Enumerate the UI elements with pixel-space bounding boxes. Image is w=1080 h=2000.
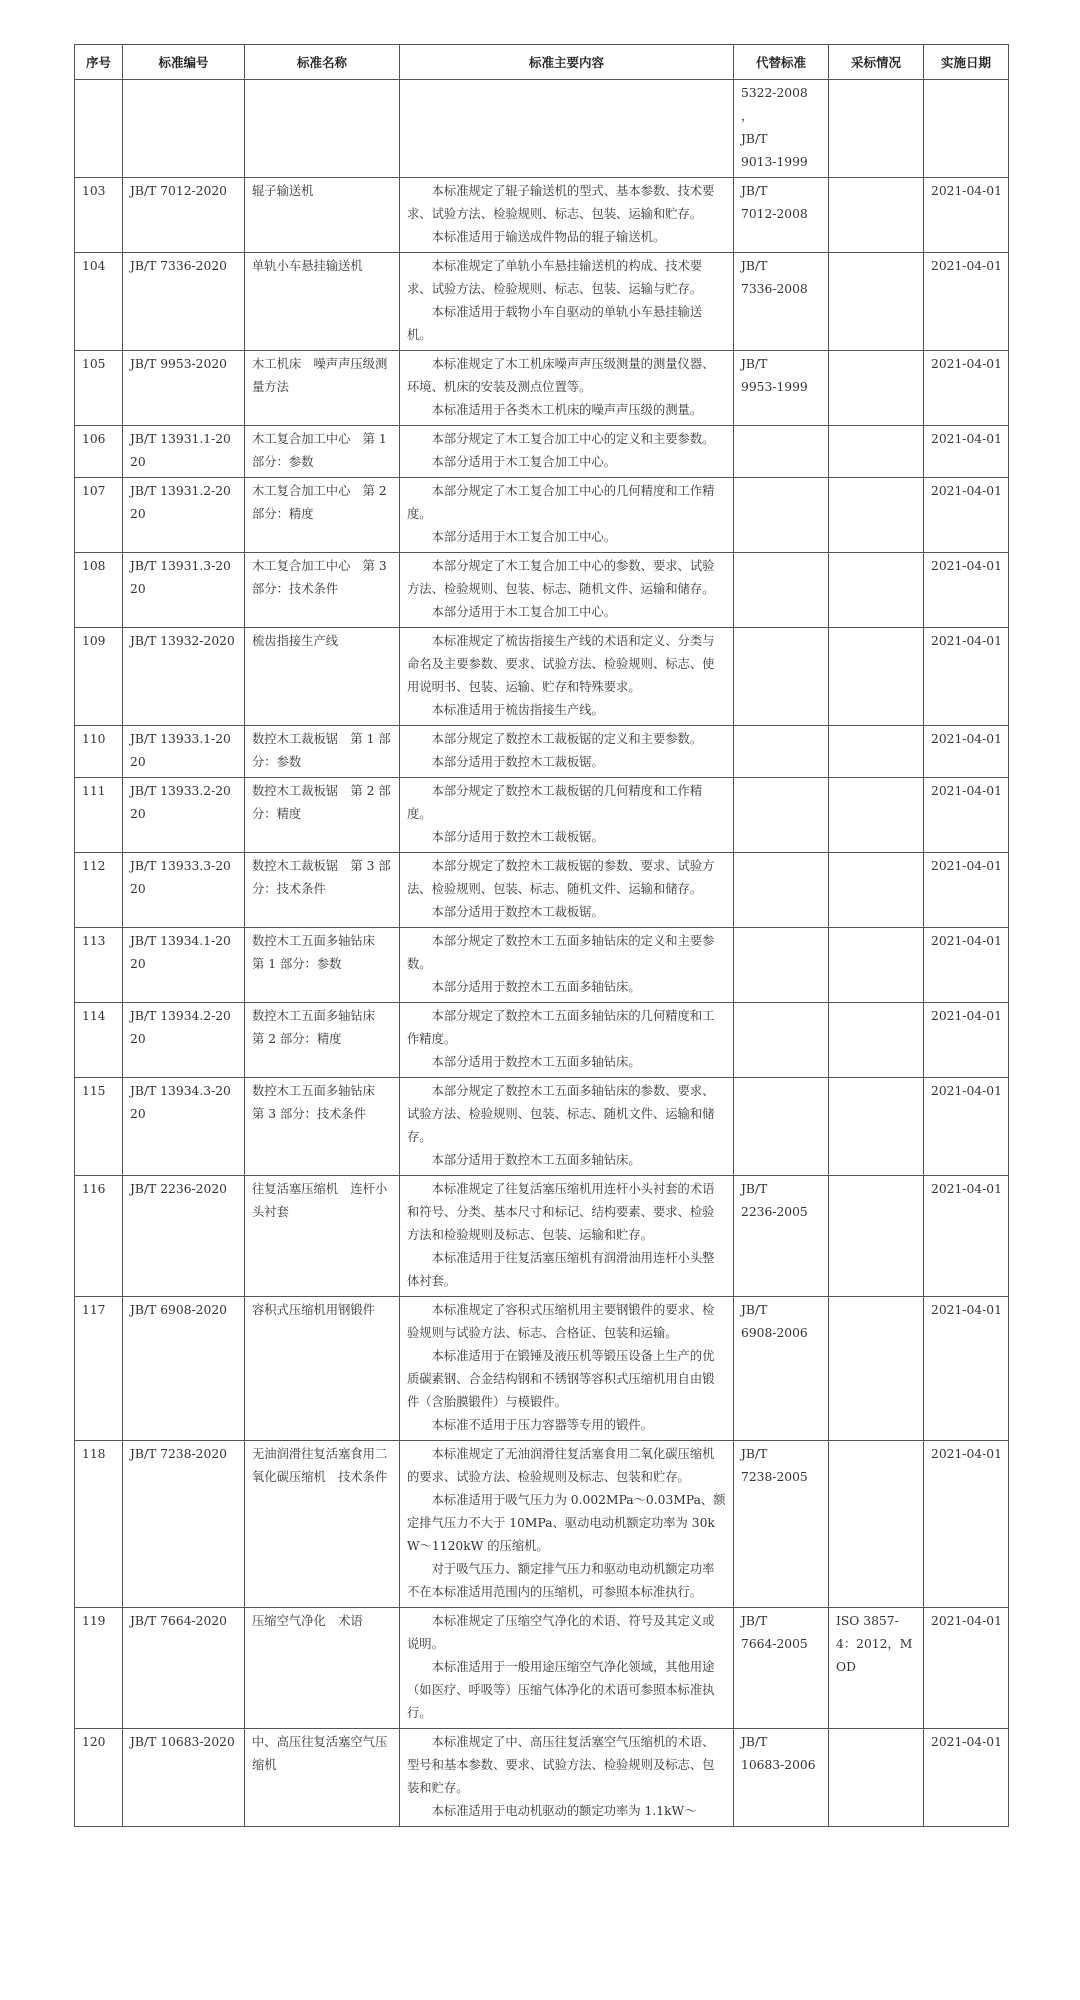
table-row [75,853,1009,928]
table-row [75,1078,1009,1176]
content-paragraph: 本部分规定了数控木工裁板锯的参数、要求、试验方法、检验规则、包装、标志、随机文件、运输和储存。 [407,859,715,896]
content-paragraph: 对于吸气压力、额定排气压力和驱动电动机额定功率不在本标准适用范围内的压缩机，可参照本标准执行。 [407,1562,715,1599]
row-name-cell [245,1729,400,1827]
row-name-cell [245,1003,400,1078]
row-seq-cell: 107 [75,478,123,553]
row-content-cell [400,1729,734,1827]
row-replace-cell [734,1078,829,1176]
content-paragraph: 本部分规定了木工复合加工中心的几何精度和工作精度。 [407,484,715,521]
row-code-cell: JB/T 13931.1-2020 [123,426,245,478]
content-paragraph: 本标准适用于梳齿指接生产线。 [431,703,604,717]
standard-name-text: 木工复合加工中心 第 3 部分：技术条件 [252,559,387,596]
row-content-cell [400,726,734,778]
content-paragraph: 本部分规定了数控木工五面多轴钻床的几何精度和工作精度。 [407,1009,715,1046]
table-row [75,80,1009,178]
replace-line: 7664-2005 [741,1637,808,1651]
content-paragraph: 本标准规定了往复活塞压缩机用连杆小头衬套的术语和符号、分类、基本尺寸和标记、结构要素、要求、检验方法和检验规则及标志、包装、运输和贮存。 [407,1182,715,1242]
standard-name-text: 数控木工裁板锯 第 1 部分：参数 [252,732,391,769]
row-code-cell: JB/T 9953-2020 [123,351,245,426]
table-body [75,80,1009,1827]
replace-line: JB/T [741,1447,768,1461]
standards-table [74,44,1009,1827]
row-date-cell: 2021-04-01 [924,1729,1009,1827]
content-paragraph: 本部分适用于数控木工五面多轴钻床。 [431,980,641,994]
row-adopt-cell [829,1297,924,1441]
row-date-cell [924,80,1009,178]
content-paragraph: 本标准规定了压缩空气净化的术语、符号及其定义或说明。 [407,1614,715,1651]
row-date-cell: 2021-04-01 [924,253,1009,351]
content-paragraph: 本标准适用于在锻锤及液压机等锻压设备上生产的优质碳素钢、合金结构钢和不锈钢等容积式压缩机用自由锻件（含胎膜锻件）与模锻件。 [407,1349,715,1409]
row-code-cell: JB/T 10683-2020 [123,1729,245,1827]
row-code-cell: JB/T 13933.1-2020 [123,726,245,778]
content-paragraph: 本标准规定了单轨小车悬挂输送机的构成、技术要求、试验方法、检验规则、标志、包装、运输与贮存。 [407,259,703,296]
row-name-cell [245,1608,400,1729]
replace-line: JB/T [741,1303,768,1317]
row-replace-cell [734,1608,829,1729]
standard-name-text: 中、高压往复活塞空气压缩机 [252,1735,388,1772]
replace-line: JB/T [741,1614,768,1628]
row-replace-cell [734,351,829,426]
row-code-cell: JB/T 13934.1-2020 [123,928,245,1003]
row-code-cell: JB/T 13931.2-2020 [123,478,245,553]
row-name-cell [245,426,400,478]
row-seq-cell: 112 [75,853,123,928]
content-paragraph: 本部分规定了木工复合加工中心的参数、要求、试验方法、检验规则、包装、标志、随机文件、运输和储存。 [407,559,715,596]
row-replace-cell [734,778,829,853]
row-code-cell: JB/T 7336-2020 [123,253,245,351]
row-adopt-cell [829,1176,924,1297]
content-paragraph: 本部分适用于木工复合加工中心。 [431,455,617,469]
row-adopt-cell: ISO 3857-4：2012，MOD [829,1608,924,1729]
row-date-cell: 2021-04-01 [924,928,1009,1003]
row-adopt-cell [829,80,924,178]
row-seq-cell: 119 [75,1608,123,1729]
standard-name-text: 木工复合加工中心 第 1 部分：参数 [252,432,387,469]
row-content-cell [400,1297,734,1441]
row-replace-cell [734,928,829,1003]
content-paragraph: 本部分适用于木工复合加工中心。 [431,530,617,544]
row-code-cell: JB/T 7664-2020 [123,1608,245,1729]
row-replace-cell [734,853,829,928]
row-date-cell: 2021-04-01 [924,1608,1009,1729]
row-seq-cell: 105 [75,351,123,426]
row-code-cell: JB/T 13934.3-2020 [123,1078,245,1176]
row-date-cell: 2021-04-01 [924,426,1009,478]
row-replace-cell [734,1003,829,1078]
replace-line: JB/T [741,1182,768,1196]
content-paragraph: 本部分适用于数控木工裁板锯。 [431,830,604,844]
row-adopt-cell [829,478,924,553]
standard-name-text: 压缩空气净化 术语 [252,1614,363,1628]
row-date-cell: 2021-04-01 [924,1078,1009,1176]
standard-name-text: 单轨小车悬挂输送机 [252,259,363,273]
row-content-cell [400,253,734,351]
row-content-cell [400,178,734,253]
content-paragraph: 本标准适用于载物小车自驱动的单轨小车悬挂输送机。 [407,305,703,342]
standard-name-text: 数控木工五面多轴钻床 第 3 部分：技术条件 [252,1084,388,1121]
row-content-cell [400,1003,734,1078]
row-name-cell [245,778,400,853]
row-date-cell: 2021-04-01 [924,478,1009,553]
row-content-cell [400,553,734,628]
table-row [75,478,1009,553]
header-replace: 代替标准 [734,45,829,80]
row-seq-cell: 110 [75,726,123,778]
row-seq-cell: 115 [75,1078,123,1176]
row-code-cell: JB/T 13933.2-2020 [123,778,245,853]
row-code-cell: JB/T 13933.3-2020 [123,853,245,928]
row-content-cell [400,351,734,426]
table-row [75,553,1009,628]
row-seq-cell: 118 [75,1441,123,1608]
row-name-cell [245,1176,400,1297]
standard-name-text: 数控木工裁板锯 第 2 部分：精度 [252,784,391,821]
replace-line: JB/T [741,259,768,273]
row-adopt-cell [829,1078,924,1176]
row-content-cell [400,778,734,853]
row-seq-cell: 114 [75,1003,123,1078]
row-seq-cell: 117 [75,1297,123,1441]
row-content-cell [400,1078,734,1176]
row-date-cell: 2021-04-01 [924,553,1009,628]
replace-line: 6908-2006 [741,1326,808,1340]
table-row [75,1003,1009,1078]
row-code-cell: JB/T 2236-2020 [123,1176,245,1297]
replace-line: JB/T [741,357,768,371]
row-replace-cell [734,178,829,253]
row-date-cell: 2021-04-01 [924,178,1009,253]
replace-line: 2236-2005 [741,1205,808,1219]
row-replace-cell [734,426,829,478]
header-adopt: 采标情况 [829,45,924,80]
content-paragraph: 本标准不适用于压力容器等专用的锻件。 [431,1418,653,1432]
row-content-cell [400,478,734,553]
row-content-cell [400,80,734,178]
row-name-cell [245,1297,400,1441]
row-seq-cell: 120 [75,1729,123,1827]
row-name-cell [245,478,400,553]
table-row [75,628,1009,726]
row-code-cell: JB/T 7012-2020 [123,178,245,253]
header-seq: 序号 [75,45,123,80]
row-date-cell: 2021-04-01 [924,726,1009,778]
standard-name-text: 梳齿指接生产线 [252,634,339,648]
content-paragraph: 本部分适用于数控木工五面多轴钻床。 [431,1153,641,1167]
replace-line: JB/T [741,184,768,198]
table-row [75,1441,1009,1608]
table-row [75,178,1009,253]
row-content-cell [400,928,734,1003]
row-replace-cell [734,553,829,628]
row-replace-cell [734,253,829,351]
row-replace-cell [734,1176,829,1297]
row-adopt-cell [829,253,924,351]
table-row [75,778,1009,853]
row-adopt-cell [829,178,924,253]
row-adopt-cell [829,853,924,928]
table-row [75,351,1009,426]
standard-name-text: 往复活塞压缩机 连杆小头衬套 [252,1182,388,1219]
content-paragraph: 本标准规定了无油润滑往复活塞食用二氧化碳压缩机的要求、试验方法、检验规则及标志、包装和贮存。 [407,1447,715,1484]
row-seq-cell: 104 [75,253,123,351]
row-date-cell: 2021-04-01 [924,1003,1009,1078]
row-adopt-cell [829,1729,924,1827]
replace-line: 7012-2008 [741,207,808,221]
table-row [75,253,1009,351]
standard-name-text: 数控木工五面多轴钻床 第 2 部分：精度 [252,1009,388,1046]
standard-name-text: 容积式压缩机用钢锻件 [252,1303,375,1317]
row-date-cell: 2021-04-01 [924,1297,1009,1441]
row-replace-cell [734,628,829,726]
table-row [75,426,1009,478]
row-name-cell [245,553,400,628]
row-adopt-cell [829,351,924,426]
row-code-cell: JB/T 13932-2020 [123,628,245,726]
content-paragraph: 本标准适用于一般用途压缩空气净化领域，其他用途（如医疗、呼吸等）压缩气体净化的术语可参照本标准执行。 [407,1660,715,1720]
row-content-cell [400,628,734,726]
row-date-cell: 2021-04-01 [924,1176,1009,1297]
row-adopt-cell [829,778,924,853]
table-row [75,726,1009,778]
row-date-cell: 2021-04-01 [924,1441,1009,1608]
row-adopt-cell [829,1003,924,1078]
content-paragraph: 本部分适用于数控木工五面多轴钻床。 [431,1055,641,1069]
table-row [75,1297,1009,1441]
row-replace-cell [734,1297,829,1441]
table-header-row [75,45,1009,80]
standard-name-text: 木工复合加工中心 第 2 部分：精度 [252,484,387,521]
row-seq-cell: 106 [75,426,123,478]
row-code-cell: JB/T 6908-2020 [123,1297,245,1441]
row-replace-cell [734,726,829,778]
row-replace-cell [734,1729,829,1827]
row-adopt-cell [829,553,924,628]
content-paragraph: 本标准规定了木工机床噪声声压级测量的测量仪器、环境、机床的安装及测点位置等。 [407,357,715,394]
row-name-cell [245,928,400,1003]
replace-line: 7238-2005 [741,1470,808,1484]
row-adopt-cell [829,1441,924,1608]
content-paragraph: 本部分规定了数控木工裁板锯的定义和主要参数。 [431,732,703,746]
standard-name-text: 数控木工五面多轴钻床 第 1 部分：参数 [252,934,388,971]
standard-name-text: 木工机床 噪声声压级测量方法 [252,357,388,394]
row-name-cell [245,178,400,253]
standard-name-text: 辊子输送机 [252,184,314,198]
header-date: 实施日期 [924,45,1009,80]
table-row [75,1608,1009,1729]
content-paragraph: 本部分规定了数控木工五面多轴钻床的定义和主要参数。 [407,934,715,971]
content-paragraph: 本部分规定了数控木工五面多轴钻床的参数、要求、试验方法、检验规则、包装、标志、随机文件、运输和储存。 [407,1084,715,1144]
replace-line: JB/T [741,132,768,146]
row-replace-cell [734,1441,829,1608]
content-paragraph: 本标准规定了辊子输送机的型式、基本参数、技术要求、试验方法、检验规则、标志、包装、运输和贮存。 [407,184,715,221]
standard-name-text: 无油润滑往复活塞食用二氧化碳压缩机 技术条件 [252,1447,388,1484]
row-content-cell [400,1608,734,1729]
replace-line: JB/T [741,1735,768,1749]
row-name-cell [245,80,400,178]
row-code-cell: JB/T 13931.3-2020 [123,553,245,628]
row-date-cell: 2021-04-01 [924,351,1009,426]
row-replace-cell [734,478,829,553]
row-name-cell [245,853,400,928]
row-seq-cell: 113 [75,928,123,1003]
row-name-cell [245,1078,400,1176]
row-seq-cell: 111 [75,778,123,853]
row-content-cell [400,1176,734,1297]
table-row [75,1729,1009,1827]
content-paragraph: 本部分规定了木工复合加工中心的定义和主要参数。 [431,432,715,446]
content-paragraph: 本标准适用于电动机驱动的额定功率为 1.1kW～ [431,1804,697,1818]
row-date-cell: 2021-04-01 [924,778,1009,853]
row-content-cell [400,426,734,478]
content-paragraph: 本部分适用于数控木工裁板锯。 [431,755,604,769]
row-seq-cell [75,80,123,178]
replace-line: 10683-2006 [741,1758,816,1772]
row-code-cell [123,80,245,178]
standards-document [74,44,1008,1827]
row-date-cell: 2021-04-01 [924,853,1009,928]
row-code-cell: JB/T 7238-2020 [123,1441,245,1608]
replace-line: 7336-2008 [741,282,808,296]
row-adopt-cell [829,726,924,778]
row-seq-cell: 108 [75,553,123,628]
content-paragraph: 本标准规定了梳齿指接生产线的术语和定义、分类与命名及主要参数、要求、试验方法、检验规则、标志、使用说明书、包装、运输、贮存和特殊要求。 [407,634,715,694]
row-seq-cell: 116 [75,1176,123,1297]
row-name-cell [245,351,400,426]
row-name-cell [245,253,400,351]
row-replace-cell [734,80,829,178]
replace-line: 9013-1999 [741,155,808,169]
row-date-cell: 2021-04-01 [924,628,1009,726]
content-paragraph: 本部分适用于数控木工裁板锯。 [431,905,604,919]
replace-line: 9953-1999 [741,380,808,394]
row-name-cell [245,628,400,726]
row-adopt-cell [829,426,924,478]
header-code: 标准编号 [123,45,245,80]
content-paragraph: 本标准规定了中、高压往复活塞空气压缩机的术语、型号和基本参数、要求、试验方法、检验规则及标志、包装和贮存。 [407,1735,715,1795]
content-paragraph: 本标准适用于吸气压力为 0.002MPa～0.03MPa、额定排气压力不大于 10MPa、驱动电动机额定功率为 30kW～1120kW 的压缩机。 [407,1493,726,1553]
row-adopt-cell [829,928,924,1003]
row-name-cell [245,1441,400,1608]
row-seq-cell: 109 [75,628,123,726]
row-code-cell: JB/T 13934.2-2020 [123,1003,245,1078]
table-row [75,928,1009,1003]
header-name: 标准名称 [245,45,400,80]
row-seq-cell: 103 [75,178,123,253]
standard-name-text: 数控木工裁板锯 第 3 部分：技术条件 [252,859,391,896]
content-paragraph: 本标准规定了容积式压缩机用主要钢锻件的要求、检验规则与试验方法、标志、合格证、包装和运输。 [407,1303,715,1340]
content-paragraph: 本标准适用于输送成件物品的辊子输送机。 [431,230,666,244]
content-paragraph: 本标准适用于往复活塞压缩机有润滑油用连杆小头整体衬套。 [407,1251,715,1288]
content-paragraph: 本部分适用于木工复合加工中心。 [431,605,617,619]
row-content-cell [400,1441,734,1608]
header-content: 标准主要内容 [400,45,734,80]
table-row [75,1176,1009,1297]
content-paragraph: 本部分规定了数控木工裁板锯的几何精度和工作精度。 [407,784,703,821]
row-content-cell [400,853,734,928]
replace-line: 5322-2008 ， [741,86,808,123]
row-name-cell [245,726,400,778]
row-adopt-cell [829,628,924,726]
content-paragraph: 本标准适用于各类木工机床的噪声声压级的测量。 [431,403,703,417]
